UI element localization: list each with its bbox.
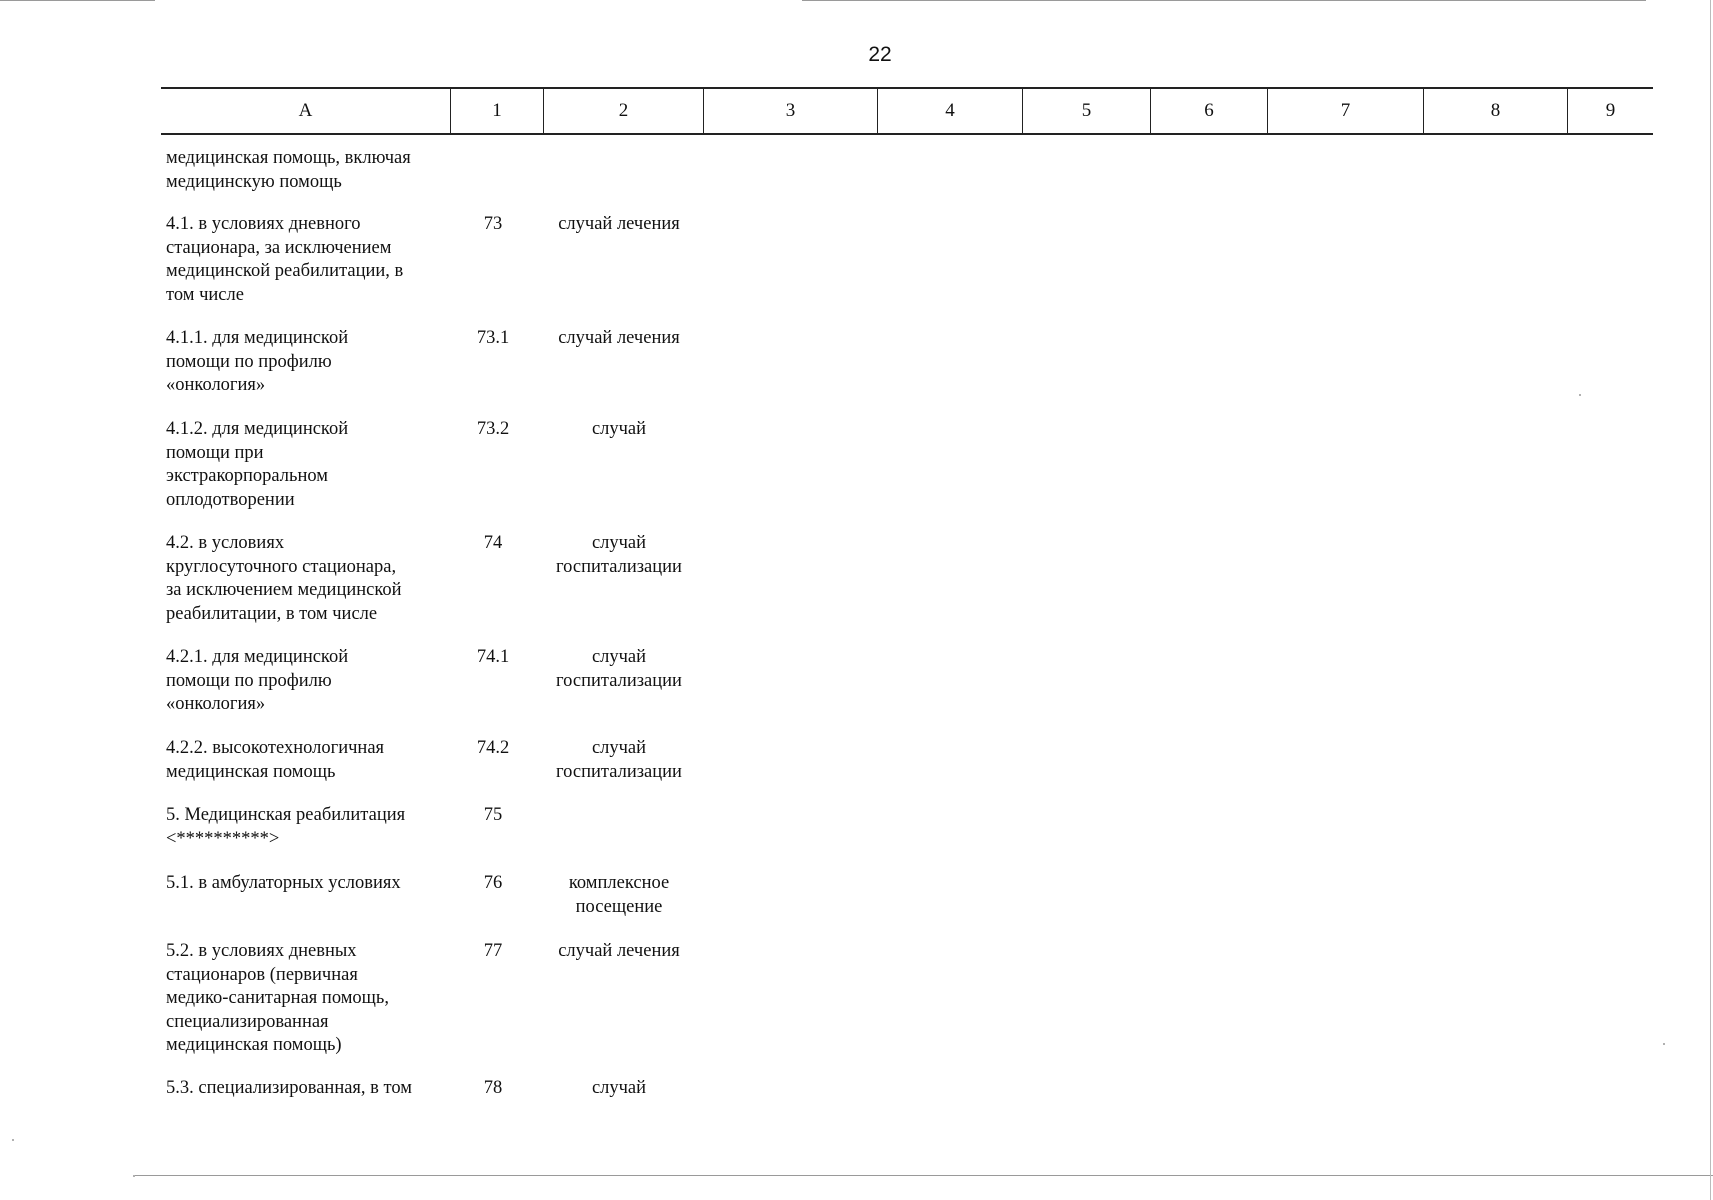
row-number: 74 — [483, 533, 503, 553]
row-number: 75 — [483, 805, 503, 825]
scan-speck — [1579, 394, 1581, 396]
header-cell-7: 7 — [1268, 89, 1424, 133]
scan-speck — [133, 1175, 135, 1177]
row-label: 4.2.1. для медицинской помощи по профилю «онкология» — [166, 647, 349, 714]
row-number: 77 — [483, 941, 503, 961]
row-label: 4.1.1. для медицинской помощи по профилю «онкология» — [166, 328, 349, 395]
row-number: 73.2 — [476, 419, 510, 439]
row-label: 5.2. в условиях дневных стационаров (первичная медико-санитарная помощь, специализированная медицинская помощь) — [166, 941, 389, 1055]
header-cell-9: 9 — [1605, 100, 1616, 121]
row-label: 4.2. в условиях круглосуточного стационара, за исключением медицинской реабилитации, в том числе — [166, 533, 402, 624]
row-label: 5. Медицинская реабилитация <**********> — [166, 805, 406, 849]
row-number: 76 — [483, 873, 503, 893]
row-label: 5.3. специализированная, в том — [166, 1078, 412, 1098]
header-cell-3: 3 — [704, 89, 878, 133]
row-unit: случай лечения — [558, 941, 680, 961]
row-unit: комплексное посещение — [568, 873, 670, 917]
row-label: 4.1.2. для медицинской помощи при экстракорпоральном оплодотворении — [166, 419, 349, 510]
row-unit: случай госпитализации — [556, 647, 682, 691]
scan-speck — [1663, 1043, 1665, 1045]
table-header-row — [161, 87, 1653, 135]
row-number: 73.1 — [476, 328, 510, 348]
row-label: 4.1. в условиях дневного стационара, за исключением медицинской реабилитации, в том числе — [166, 214, 404, 305]
scan-edge-top-right — [1046, 0, 1646, 1]
scan-edge-top-center — [802, 0, 1052, 1]
row-unit: случай госпитализации — [556, 738, 682, 782]
scan-edge-bottom — [135, 1175, 1713, 1176]
scan-edge-top-left — [0, 0, 155, 1]
row-unit: случай лечения — [558, 214, 680, 234]
row-number: 74.2 — [476, 738, 510, 758]
row-number: 74.1 — [476, 647, 510, 667]
header-cell-5: 5 — [1023, 89, 1151, 133]
row-unit: случай лечения — [558, 328, 680, 348]
header-cell-2: 2 — [544, 89, 704, 133]
header-cell-6: 6 — [1151, 89, 1268, 133]
row-unit: случай госпитализации — [556, 533, 682, 577]
row-number: 73 — [483, 214, 503, 234]
row-number: 78 — [483, 1078, 503, 1098]
scan-speck — [12, 1139, 14, 1141]
row-label: медицинская помощь, включая медицинскую помощь — [166, 148, 411, 192]
header-cell-1: 1 — [451, 89, 544, 133]
row-label: 5.1. в амбулаторных условиях — [166, 873, 401, 893]
row-unit: случай — [591, 419, 647, 439]
header-cell-4: 4 — [878, 89, 1023, 133]
header-cell-a: A — [161, 89, 451, 133]
row-unit: случай — [591, 1078, 647, 1098]
scan-edge-right — [1710, 0, 1711, 1200]
page-number: 22 — [868, 43, 892, 66]
header-cell-8: 8 — [1424, 89, 1568, 133]
row-label: 4.2.2. высокотехнологичная медицинская помощь — [166, 738, 385, 782]
